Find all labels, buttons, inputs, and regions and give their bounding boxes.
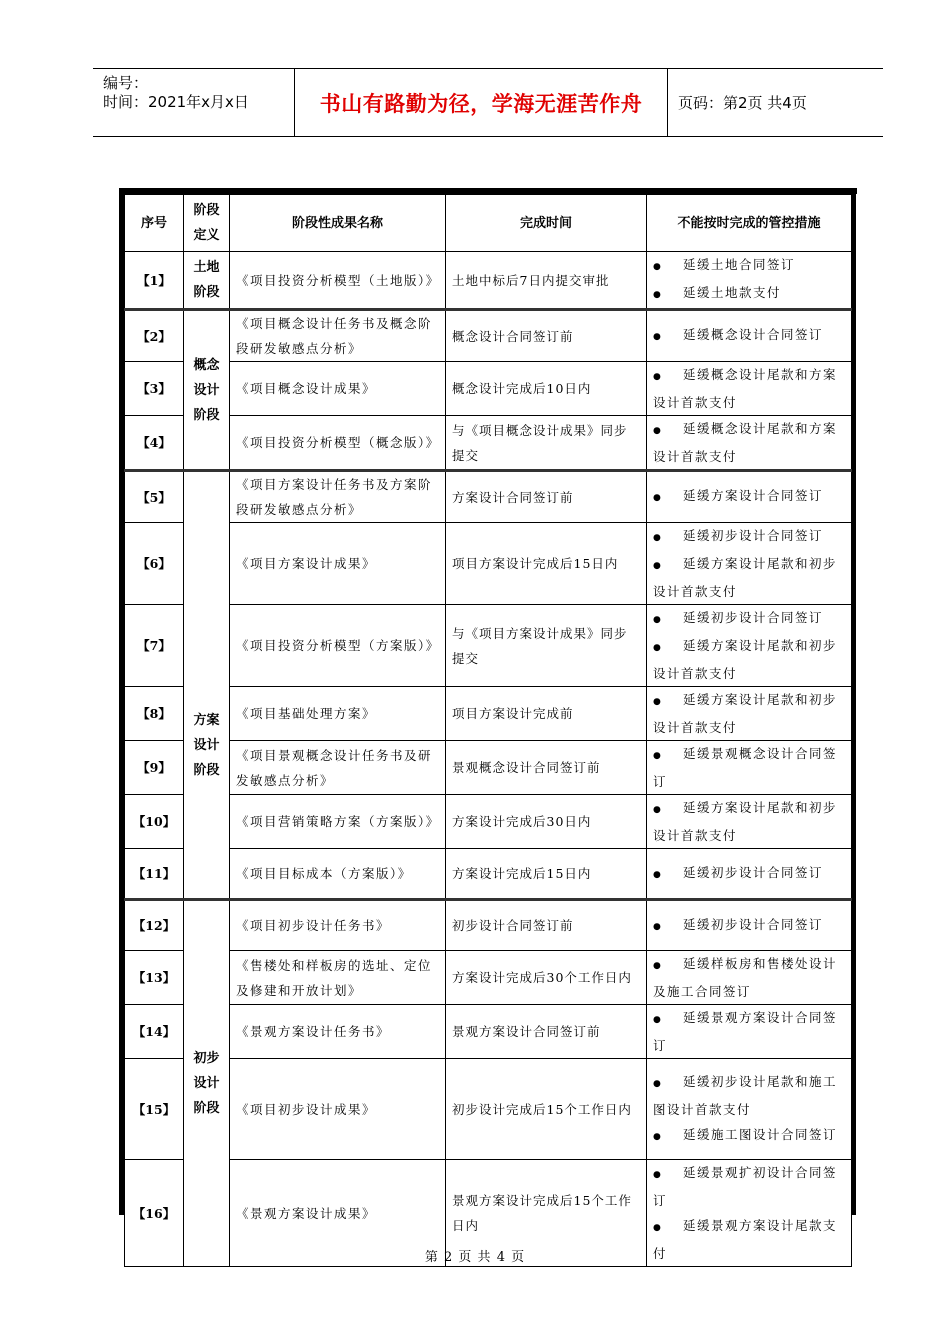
row-time: 概念设计完成后10日内	[446, 362, 647, 416]
table-row	[125, 252, 852, 310]
table-header-row	[125, 195, 852, 252]
row-time: 土地中标后7日内提交审批	[446, 252, 647, 310]
bullet-icon: ●	[653, 961, 663, 971]
document-header	[93, 68, 883, 137]
table-row	[125, 1059, 852, 1160]
control-item: ● 延缓施工图设计合同签订	[653, 1122, 845, 1150]
bullet-icon: ●	[653, 615, 663, 625]
table-row	[125, 795, 852, 849]
row-name: 《项目营销策略方案（方案版）》	[230, 795, 446, 849]
control-item: ● 延缓初步设计尾款和施工图设计首款支付	[653, 1073, 838, 1117]
row-time: 项目方案设计完成前	[446, 687, 647, 741]
header-time: 完成时间	[446, 195, 647, 252]
header-control: 不能按时完成的管控措施	[647, 195, 852, 252]
table-row	[125, 900, 852, 951]
row-name: 《项目初步设计成果》	[230, 1059, 446, 1160]
table-row	[125, 310, 852, 362]
row-controls	[647, 1005, 852, 1059]
row-controls	[647, 310, 852, 362]
control-item: ● 延缓概念设计尾款和方案设计首款支付	[653, 367, 838, 410]
row-time: 初步设计完成后15个工作日内	[446, 1059, 647, 1160]
row-controls	[647, 1059, 852, 1160]
bullet-icon: ●	[653, 921, 663, 932]
bullet-icon: ●	[653, 1131, 663, 1142]
row-name: 《项目投资分析模型（概念版）》	[230, 416, 446, 471]
row-name: 《项目初步设计任务书》	[230, 900, 446, 951]
control-item: ● 延缓景观方案设计合同签订	[653, 1010, 838, 1053]
row-seq: 【6】	[125, 523, 184, 605]
control-item: ● 延缓方案设计尾款和初步设计首款支付	[653, 638, 838, 681]
control-item: ● 延缓景观扩初设计合同签订	[653, 1165, 838, 1208]
table-row	[125, 849, 852, 900]
row-controls	[647, 252, 852, 310]
control-item: ● 延缓景观概念设计合同签订	[653, 746, 838, 789]
bullet-icon: ●	[653, 869, 663, 880]
bullet-icon: ●	[653, 262, 663, 272]
bullet-icon: ●	[653, 697, 663, 707]
control-item: ● 延缓初步设计合同签订	[653, 605, 845, 633]
bullet-icon: ●	[653, 643, 663, 653]
row-seq: 【10】	[125, 795, 184, 849]
bullet-icon: ●	[653, 751, 663, 761]
table-row	[125, 951, 852, 1005]
table-row	[125, 741, 852, 795]
table-body	[125, 252, 852, 1267]
row-seq: 【8】	[125, 687, 184, 741]
row-seq: 【7】	[125, 605, 184, 687]
header-motto: 书山有路勤为径，学海无涯苦作舟	[295, 69, 668, 136]
row-name: 《项目概念设计任务书及概念阶段研发敏感点分析》	[230, 310, 446, 362]
header-stage: 阶段定义	[184, 195, 230, 252]
control-item: ● 延缓方案设计尾款和初步设计首款支付	[653, 556, 838, 599]
table-row	[125, 416, 852, 471]
row-controls	[647, 741, 852, 795]
row-time: 方案设计完成后30日内	[446, 795, 647, 849]
header-page-code: 页码：第2页 共4页	[678, 94, 807, 112]
row-name: 《售楼处和样板房的选址、定位及修建和开放计划》	[230, 951, 446, 1005]
time-label: 时间：2021年x月x日	[103, 93, 249, 111]
stage-prelim: 初步设计阶段	[184, 900, 230, 1267]
table-row	[125, 1005, 852, 1059]
bullet-icon: ●	[653, 805, 663, 815]
control-item: ● 延缓方案设计尾款和初步设计首款支付	[653, 692, 838, 735]
row-seq: 【11】	[125, 849, 184, 900]
bullet-icon: ●	[653, 1170, 663, 1180]
page-footer: 第 2 页 共 4 页	[424, 1250, 526, 1265]
bullet-icon: ●	[653, 426, 663, 436]
bullet-icon: ●	[653, 561, 663, 571]
bullet-icon: ●	[653, 1078, 663, 1089]
row-name: 《项目景观概念设计任务书及研发敏感点分析》	[230, 741, 446, 795]
row-controls	[647, 523, 852, 605]
row-seq: 【13】	[125, 951, 184, 1005]
row-controls	[647, 362, 852, 416]
table-row	[125, 687, 852, 741]
control-item: ● 延缓方案设计合同签订	[653, 483, 845, 511]
row-time: 景观概念设计合同签订前	[446, 741, 647, 795]
row-seq: 【9】	[125, 741, 184, 795]
row-seq: 【1】	[125, 252, 184, 310]
row-controls	[647, 900, 852, 951]
row-seq: 【15】	[125, 1059, 184, 1160]
row-controls	[647, 687, 852, 741]
row-time: 景观方案设计合同签订前	[446, 1005, 647, 1059]
row-time: 景观方案设计完成后15个工作日内	[446, 1160, 647, 1267]
control-item: ● 延缓方案设计尾款和初步设计首款支付	[653, 800, 838, 843]
row-name: 《景观方案设计任务书》	[230, 1005, 446, 1059]
row-seq: 【4】	[125, 416, 184, 471]
row-name: 《景观方案设计成果》	[230, 1160, 446, 1267]
control-item: ● 延缓概念设计尾款和方案设计首款支付	[653, 421, 838, 464]
control-item: ● 延缓初步设计合同签订	[653, 523, 845, 551]
row-name: 《项目方案设计成果》	[230, 523, 446, 605]
row-name: 《项目方案设计任务书及方案阶段研发敏感点分析》	[230, 471, 446, 523]
table-row	[125, 523, 852, 605]
row-controls	[647, 471, 852, 523]
deliverables-table	[124, 194, 852, 1267]
row-name: 《项目投资分析模型（土地版）》	[230, 252, 446, 310]
row-controls	[647, 795, 852, 849]
bullet-icon: ●	[653, 1223, 663, 1233]
row-seq: 【16】	[125, 1160, 184, 1267]
row-seq: 【12】	[125, 900, 184, 951]
row-time: 概念设计合同签订前	[446, 310, 647, 362]
table-row	[125, 471, 852, 523]
row-seq: 【3】	[125, 362, 184, 416]
row-seq: 【2】	[125, 310, 184, 362]
row-time: 方案设计完成后30个工作日内	[446, 951, 647, 1005]
row-controls	[647, 416, 852, 471]
bullet-icon: ●	[653, 493, 663, 503]
bullet-icon: ●	[653, 372, 663, 382]
row-time: 与《项目方案设计成果》同步提交	[446, 605, 647, 687]
row-name: 《项目基础处理方案》	[230, 687, 446, 741]
stage-scheme: 方案设计阶段	[184, 471, 230, 900]
control-item: ● 延缓土地合同签订	[653, 252, 845, 280]
bullet-icon: ●	[653, 290, 663, 300]
header-name: 阶段性成果名称	[230, 195, 446, 252]
row-time: 方案设计合同签订前	[446, 471, 647, 523]
row-name: 《项目投资分析模型（方案版）》	[230, 605, 446, 687]
control-item: ● 延缓概念设计合同签订	[653, 322, 845, 350]
row-time: 项目方案设计完成后15日内	[446, 523, 647, 605]
header-meta	[93, 69, 295, 136]
row-seq: 【5】	[125, 471, 184, 523]
row-seq: 【14】	[125, 1005, 184, 1059]
control-item: ● 延缓初步设计合同签订	[653, 860, 845, 888]
control-item: ● 延缓初步设计合同签订	[653, 912, 845, 940]
bullet-icon: ●	[653, 1015, 663, 1025]
control-item: ● 延缓土地款支付	[653, 280, 845, 308]
stage-concept: 概念设计阶段	[184, 310, 230, 471]
row-time: 方案设计完成后15日内	[446, 849, 647, 900]
row-name: 《项目概念设计成果》	[230, 362, 446, 416]
stage-land: 土地阶段	[184, 252, 230, 310]
number-label: 编号：	[103, 74, 149, 92]
header-seq: 序号	[125, 195, 184, 252]
table-row	[125, 605, 852, 687]
control-item: ● 延缓景观方案设计尾款支付	[653, 1218, 838, 1261]
row-time: 与《项目概念设计成果》同步提交	[446, 416, 647, 471]
row-time: 初步设计合同签订前	[446, 900, 647, 951]
bullet-icon: ●	[653, 533, 663, 543]
row-controls	[647, 951, 852, 1005]
control-item: ● 延缓样板房和售楼处设计及施工合同签订	[653, 956, 838, 999]
row-controls	[647, 605, 852, 687]
row-name: 《项目目标成本（方案版）》	[230, 849, 446, 900]
table-row	[125, 362, 852, 416]
bullet-icon: ●	[653, 332, 663, 342]
row-controls	[647, 849, 852, 900]
